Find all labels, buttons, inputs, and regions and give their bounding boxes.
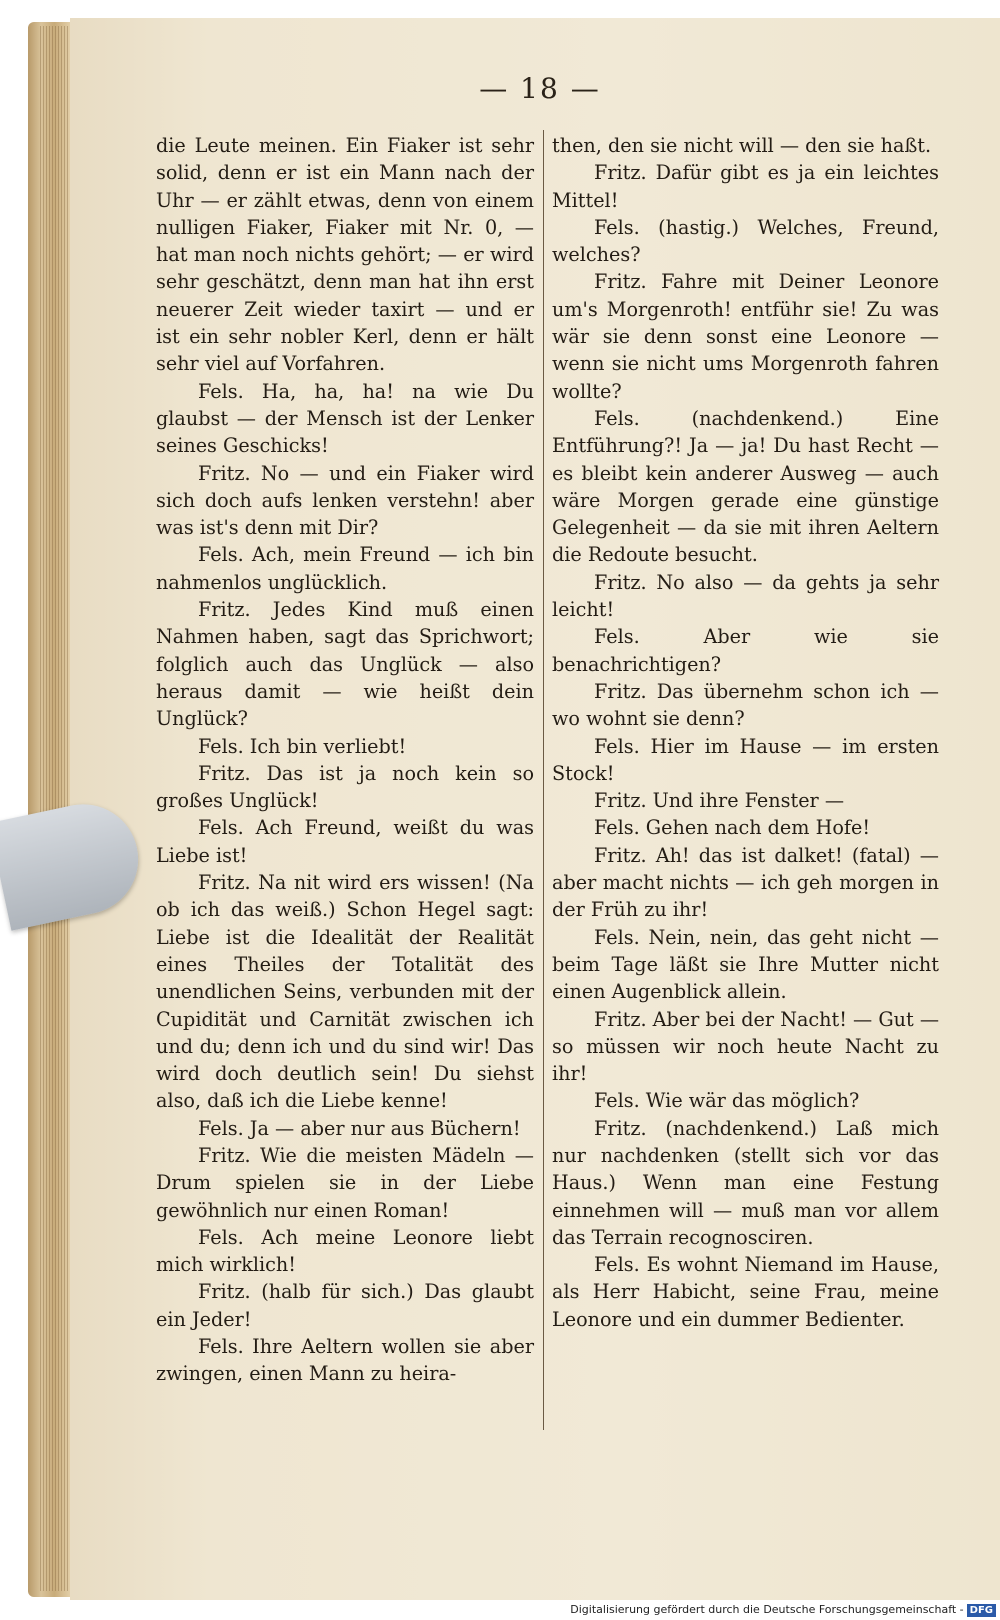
paragraph: Fels. Ha, ha, ha! na wie Du glaubst — der Mensch ist der Lenker seines Geschicks! (156, 379, 534, 458)
paragraph: Fritz. Wie die meisten Mädeln — Drum spielen sie in der Liebe gewöhnlich nur einen Roman! (156, 1143, 534, 1222)
right-column (552, 132, 939, 1333)
paragraph: Fritz. Ah! das ist dalket! (fatal) — aber macht nichts — ich geh morgen in der Früh zu ihr! (552, 843, 939, 922)
paragraph: Fels. Hier im Hause — im ersten Stock! (552, 734, 939, 785)
page-number: — 18 — (479, 72, 601, 105)
paragraph: Fritz. No also — da gehts ja sehr leicht! (552, 570, 939, 622)
paragraph: Fels. Ach meine Leonore liebt mich wirklich! (156, 1225, 534, 1277)
digitization-credit (560, 1600, 1000, 1620)
paragraph: Fels. Nein, nein, das geht nicht — beim Tage läßt sie Ihre Mutter nicht einen Augenblick allein. (552, 925, 939, 1004)
left-column (156, 132, 534, 1388)
paragraph: Fels. Ach Freund, weißt du was Liebe ist! (156, 816, 534, 867)
paragraph: Fritz. Jedes Kind muß einen Nahmen haben, sagt das Sprichwort; folglich auch das Unglück — also heraus damit — wie heißt dein Unglück? (156, 598, 534, 731)
paragraph: Fritz. Das übernehm schon ich — wo wohnt sie denn? (552, 679, 939, 731)
paragraph: Fels. Ja — aber nur aus Büchern! (198, 1116, 521, 1140)
paragraph: Fritz. (nachdenkend.) Laß mich nur nachdenken (stellt sich vor das Haus.) Wenn man eine Festung einnehmen will — muß man vor allem das Terrain recognosciren. (552, 1116, 939, 1249)
credit-text: Digitalisierung gefördert durch die Deutsche Forschungsgemeinschaft - (570, 1603, 964, 1616)
paragraph: Fritz. Na nit wird ers wissen! (Na ob ich das weiß.) Schon Hegel sagt: Liebe ist die Idealität der Realität eines Theiles der Totalität des unendlichen Seins, verbunden mit der Cupidität und Carnität zwischen ich und du; denn ich und du sind wir! Das wird doch deutlich sein! Du siehst also, daß ich die Liebe kenne! (156, 871, 534, 1113)
paragraph: Fels. Ich bin verliebt! (198, 734, 407, 758)
paragraph: Fritz. Das ist ja noch kein so großes Unglück! (156, 761, 534, 813)
paragraph: Fritz. Fahre mit Deiner Leonore um's Morgenroth! entführ sie! Zu was wär sie denn sonst eine Leonore — wenn sie nicht ums Morgenroth fahren wollte? (552, 270, 939, 403)
paragraph: Fels. Ihre Aeltern wollen sie aber zwingen, einen Mann zu heira- (156, 1335, 534, 1386)
paragraph: Fels. (hastig.) Welches, Freund, welches? (552, 215, 939, 267)
paragraph: Fels. Es wohnt Niemand im Hause, als Herr Habicht, seine Frau, meine Leonore und ein dummer Bedienter. (552, 1253, 939, 1331)
column-divider (543, 130, 544, 1430)
paragraph: die Leute meinen. Ein Fiaker ist sehr solid, denn er ist ein Mann nach der Uhr — er zählt etwas, denn von einem nulligen Fiaker, Fiaker mit Nr. 0, — hat man noch nichts gehört; — er wird sehr geschätzt, denn man hat ihn erst neuerer Zeit wieder taxirt — und er ist ein sehr nobler Kerl, denn er hält sehr viel auf Vorfahren. (156, 134, 534, 376)
paragraph: Fritz. Und ihre Fenster — (594, 789, 845, 813)
paragraph: Fels. (nachdenkend.) Eine Entführung?! Ja — ja! Du hast Recht — es bleibt kein anderer Ausweg — auch wäre Morgen gerade eine günstige Gelegenheit — da sie mit ihren Aeltern die Redoute besucht. (552, 406, 939, 567)
paragraph: Fritz. Dafür gibt es ja ein leichtes Mittel! (552, 161, 939, 212)
paragraph: Fritz. No — und ein Fiaker wird sich doch aufs lenken verstehn! aber was ist's denn mit Dir? (156, 461, 534, 540)
paragraph: Fels. Aber wie sie benachrichtigen? (552, 625, 939, 676)
paragraph: Fels. Wie wär das möglich? (594, 1089, 860, 1113)
paragraph: Fels. Gehen nach dem Hofe! (594, 816, 871, 840)
paragraph: then, den sie nicht will — den sie haßt. (552, 134, 932, 157)
dfg-logo: DFG (967, 1604, 996, 1617)
paragraph: Fels. Ach, mein Freund — ich bin nahmenlos unglücklich. (156, 543, 534, 594)
paragraph: Fritz. Aber bei der Nacht! — Gut — so müssen wir noch heute Nacht zu ihr! (552, 1007, 940, 1086)
paragraph: Fritz. (halb für sich.) Das glaubt ein Jeder! (156, 1280, 534, 1331)
